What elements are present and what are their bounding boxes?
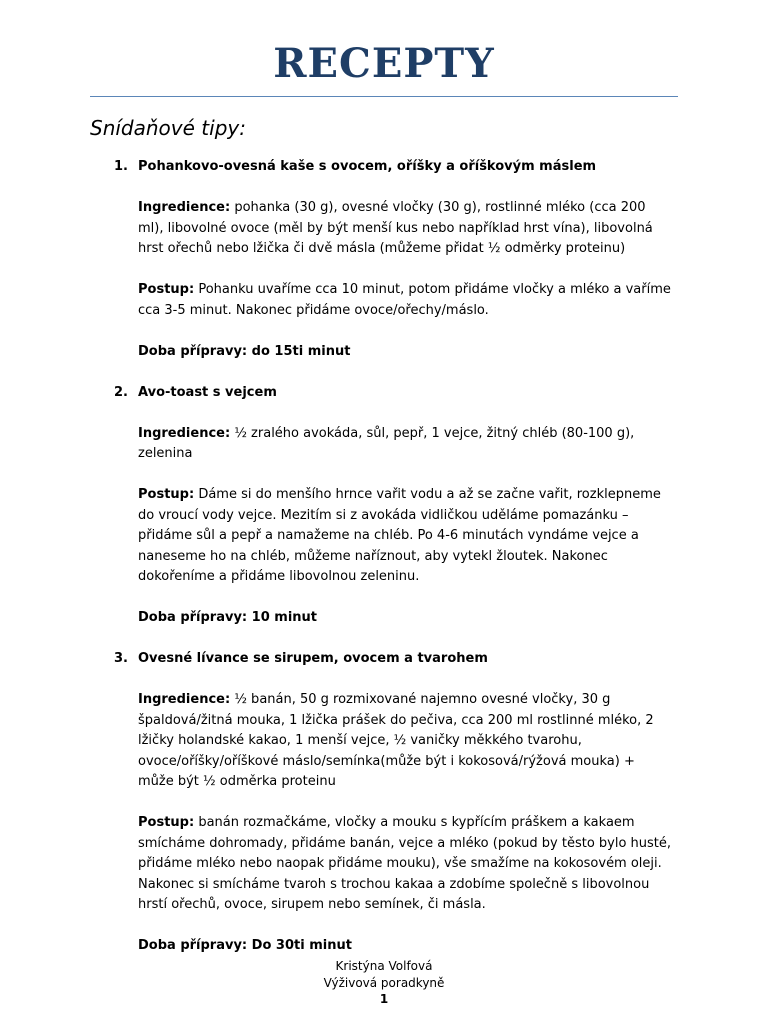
recipe-method — [138, 280, 674, 321]
recipe-list — [114, 157, 674, 977]
method-text: Dáme si do menšího hrnce vařit vodu a až se začne vařit, rozklepneme do vroucí vody vejce. Mezitím si z avokáda vidličkou uděláme pomazánku – přidáme sůl a pepř a namažeme na chléb. Po 4-6 minutách vyndáme vejce a naneseme ho na chléb, můžeme naříznout, aby vytekl žloutek. Nakonec dokořeníme a přidáme libovolnou zeleninu. — [138, 487, 661, 584]
footer-role: Výživová poradkyně — [323, 975, 445, 990]
prep-time: Doba přípravy: 10 minut — [138, 610, 318, 625]
page-footer — [0, 958, 768, 1008]
ingredients-text: pohanka (30 g), ovesné vločky (30 g), rostlinné mléko (cca 200 ml), libovolné ovoce (měl by být menší kus nebo například hrst vína), libovolná hrst ořechů nebo lžička či dvě másla (můžeme přidat ½ odměrky proteinu) — [138, 200, 653, 256]
ingredients-text: ½ zralého avokáda, sůl, pepř, 1 vejce, žitný chléb (80-100 g), zelenina — [138, 425, 635, 461]
recipe-item — [114, 157, 674, 362]
section-title: Snídaňové tipy: — [90, 116, 246, 140]
footer-author: Kristýna Volfová — [335, 959, 433, 973]
prep-time: Doba přípravy: do 15ti minut — [138, 343, 351, 359]
recipe-heading — [114, 383, 674, 404]
page-number: 1 — [379, 992, 389, 1006]
ingredients-label: Ingredience: — [138, 425, 231, 441]
recipe-item — [114, 383, 674, 629]
recipe-ingredients — [138, 198, 674, 260]
recipe-number: 2. — [114, 384, 128, 400]
recipe-name: Ovesné lívance se sirupem, ovocem a tvarohem — [138, 651, 488, 666]
method-label: Postup: — [138, 487, 195, 502]
recipe-method — [138, 485, 674, 588]
method-label: Postup: — [138, 282, 195, 297]
recipe-heading — [114, 649, 674, 670]
recipe-heading — [114, 157, 674, 178]
recipe-number: 3. — [114, 651, 128, 666]
ingredients-text: ½ banán, 50 g rozmixované najemno ovesné vločky, 30 g špaldová/žitná mouka, 1 lžička prášek do pečiva, cca 200 ml rostlinné mléko, 2 lžičky holandské kakao, 1 menší vejce, ½ vaničky měkkého tvarohu, ovoce/oříšky/oříškové máslo/semínka(může být i kokosová/rýžová mouka) + může být ½ odměrka proteinu — [138, 692, 654, 789]
recipe-number: 1. — [114, 159, 128, 174]
ingredients-label: Ingredience: — [138, 692, 231, 707]
ingredients-label: Ingredience: — [138, 200, 231, 215]
recipe-ingredients — [138, 690, 674, 793]
recipe-ingredients — [138, 424, 674, 465]
recipe-item — [114, 649, 674, 957]
prep-time: Doba přípravy: Do 30ti minut — [138, 938, 352, 953]
method-label: Postup: — [138, 815, 195, 830]
page-title: RECEPTY — [273, 40, 495, 87]
recipe-name: Avo-toast s vejcem — [138, 384, 277, 400]
method-text: Pohanku uvaříme cca 10 minut, potom přidáme vločky a mléko a vaříme cca 3-5 minut. Nakonec přidáme ovoce/ořechy/máslo. — [138, 282, 671, 318]
recipe-method — [138, 813, 674, 916]
recipe-name: Pohankovo-ovesná kaše s ovocem, oříšky a oříškovým máslem — [138, 159, 597, 174]
title-divider — [90, 96, 678, 97]
method-text: banán rozmačkáme, vločky a mouku s kypřícím práškem a kakaem smícháme dohromady, přidáme banán, vejce a mléko (pokud by těsto bylo husté, přidáme mléko nebo naopak přidáme mouku), vše smažíme na kokosovém oleji. Nakonec si smícháme tvaroh s trochou kakaa a zdobíme společně s libovolnou hrstí ořechů, ovoce, sirupem nebo semínek, či másla. — [138, 815, 672, 912]
